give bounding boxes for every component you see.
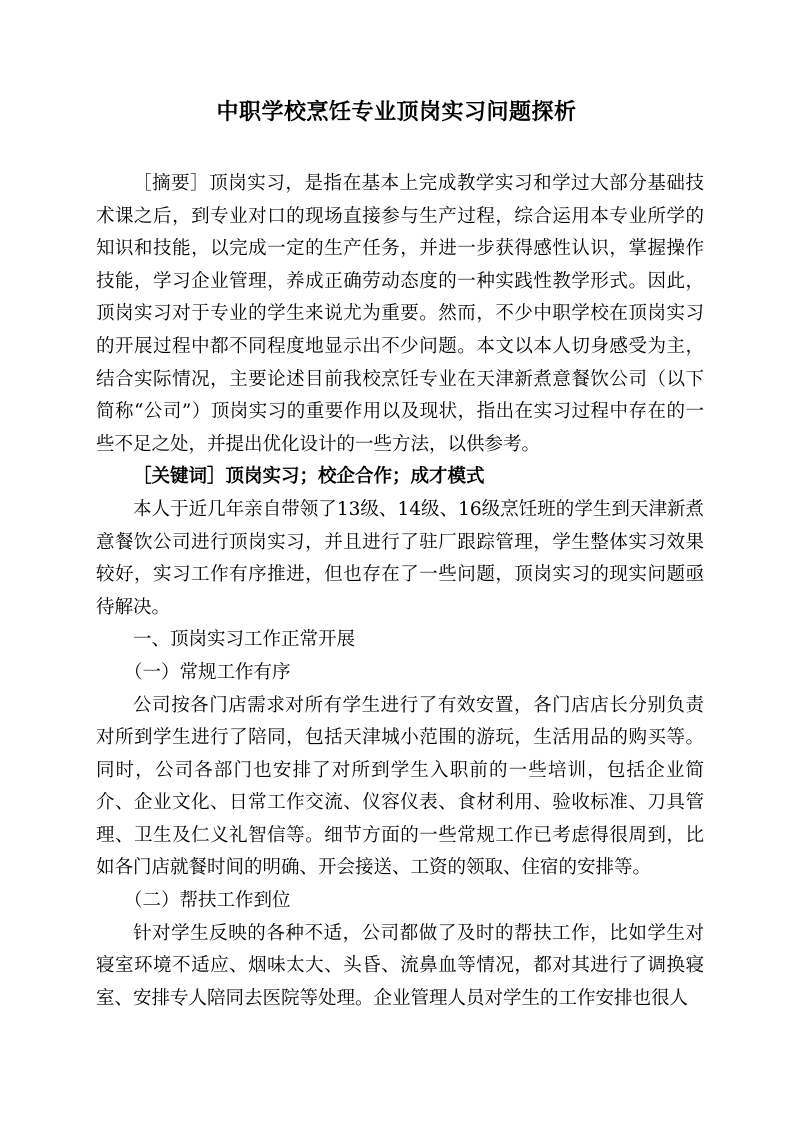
intro-paragraph: 本人于近几年亲自带领了13级、14级、16级烹饪班的学生到天津新煮意餐饮公司进行顶岗实习，并且进行了驻厂跟踪管理，学生整体实习效果较好，实习工作有序推进，但也存在了一些问题，顶岗实习的现实问题亟待解决。: [96, 498, 704, 618]
body-paragraph: 针对学生反映的各种不适，公司都做了及时的帮扶工作，比如学生对寝室环境不适应、烟味太大、头昏、流鼻血等情况，都对其进行了调换寝室、安排专人陪同去医院等处理。企业管理人员对学生的工作安排也很人: [96, 922, 704, 1009]
page-title: 中职学校烹饪专业顶岗实习问题探析: [216, 100, 577, 125]
document-body: [96, 168, 704, 1015]
keywords-line: ［关键词］顶岗实习；校企合作；成才模式: [133, 466, 485, 488]
abstract-paragraph: ［摘要］顶岗实习，是指在基本上完成教学实习和学过大部分基础技术课之后，到专业对口的现场直接参与生产过程，综合运用本专业所学的知识和技能，以完成一定的生产任务，并进一步获得感性认识，掌握操作技能，学习企业管理，养成正确劳动态度的一种实践性教学形式。因此，顶岗实习对于专业的学生来说尤为重要。然而，不少中职学校在顶岗实习的开展过程中都不同程度地显示出不少问题。本文以本人切身感受为主，结合实际情况，主要论述目前我校烹饪专业在天津新煮意餐饮公司（以下简称“公司”）顶岗实习的重要作用以及现状，指出在实习过程中存在的一些不足之处，并提出优化设计的一些方法，以供参考。: [96, 173, 704, 455]
body-paragraph: 公司按各门店需求对所有学生进行了有效安置，各门店店长分别负责对所到学生进行了陪同，包括天津城小范围的游玩，生活用品的购买等。同时，公司各部门也安排了对所到学生入职前的一些培训，包括企业简介、企业文化、日常工作交流、仪容仪表、食材利用、验收标准、刀具管理、卫生及仁义礼智信等。细节方面的一些常规工作已考虑得很周到，比如各门店就餐时间的明确、开会接送、工资的领取、住宿的安排等。: [96, 694, 704, 879]
section-heading: 一、顶岗实习工作正常开展: [133, 629, 356, 651]
subsection-heading: （二）帮扶工作到位: [124, 890, 291, 912]
subsection-heading: （一）常规工作有序: [124, 661, 291, 683]
